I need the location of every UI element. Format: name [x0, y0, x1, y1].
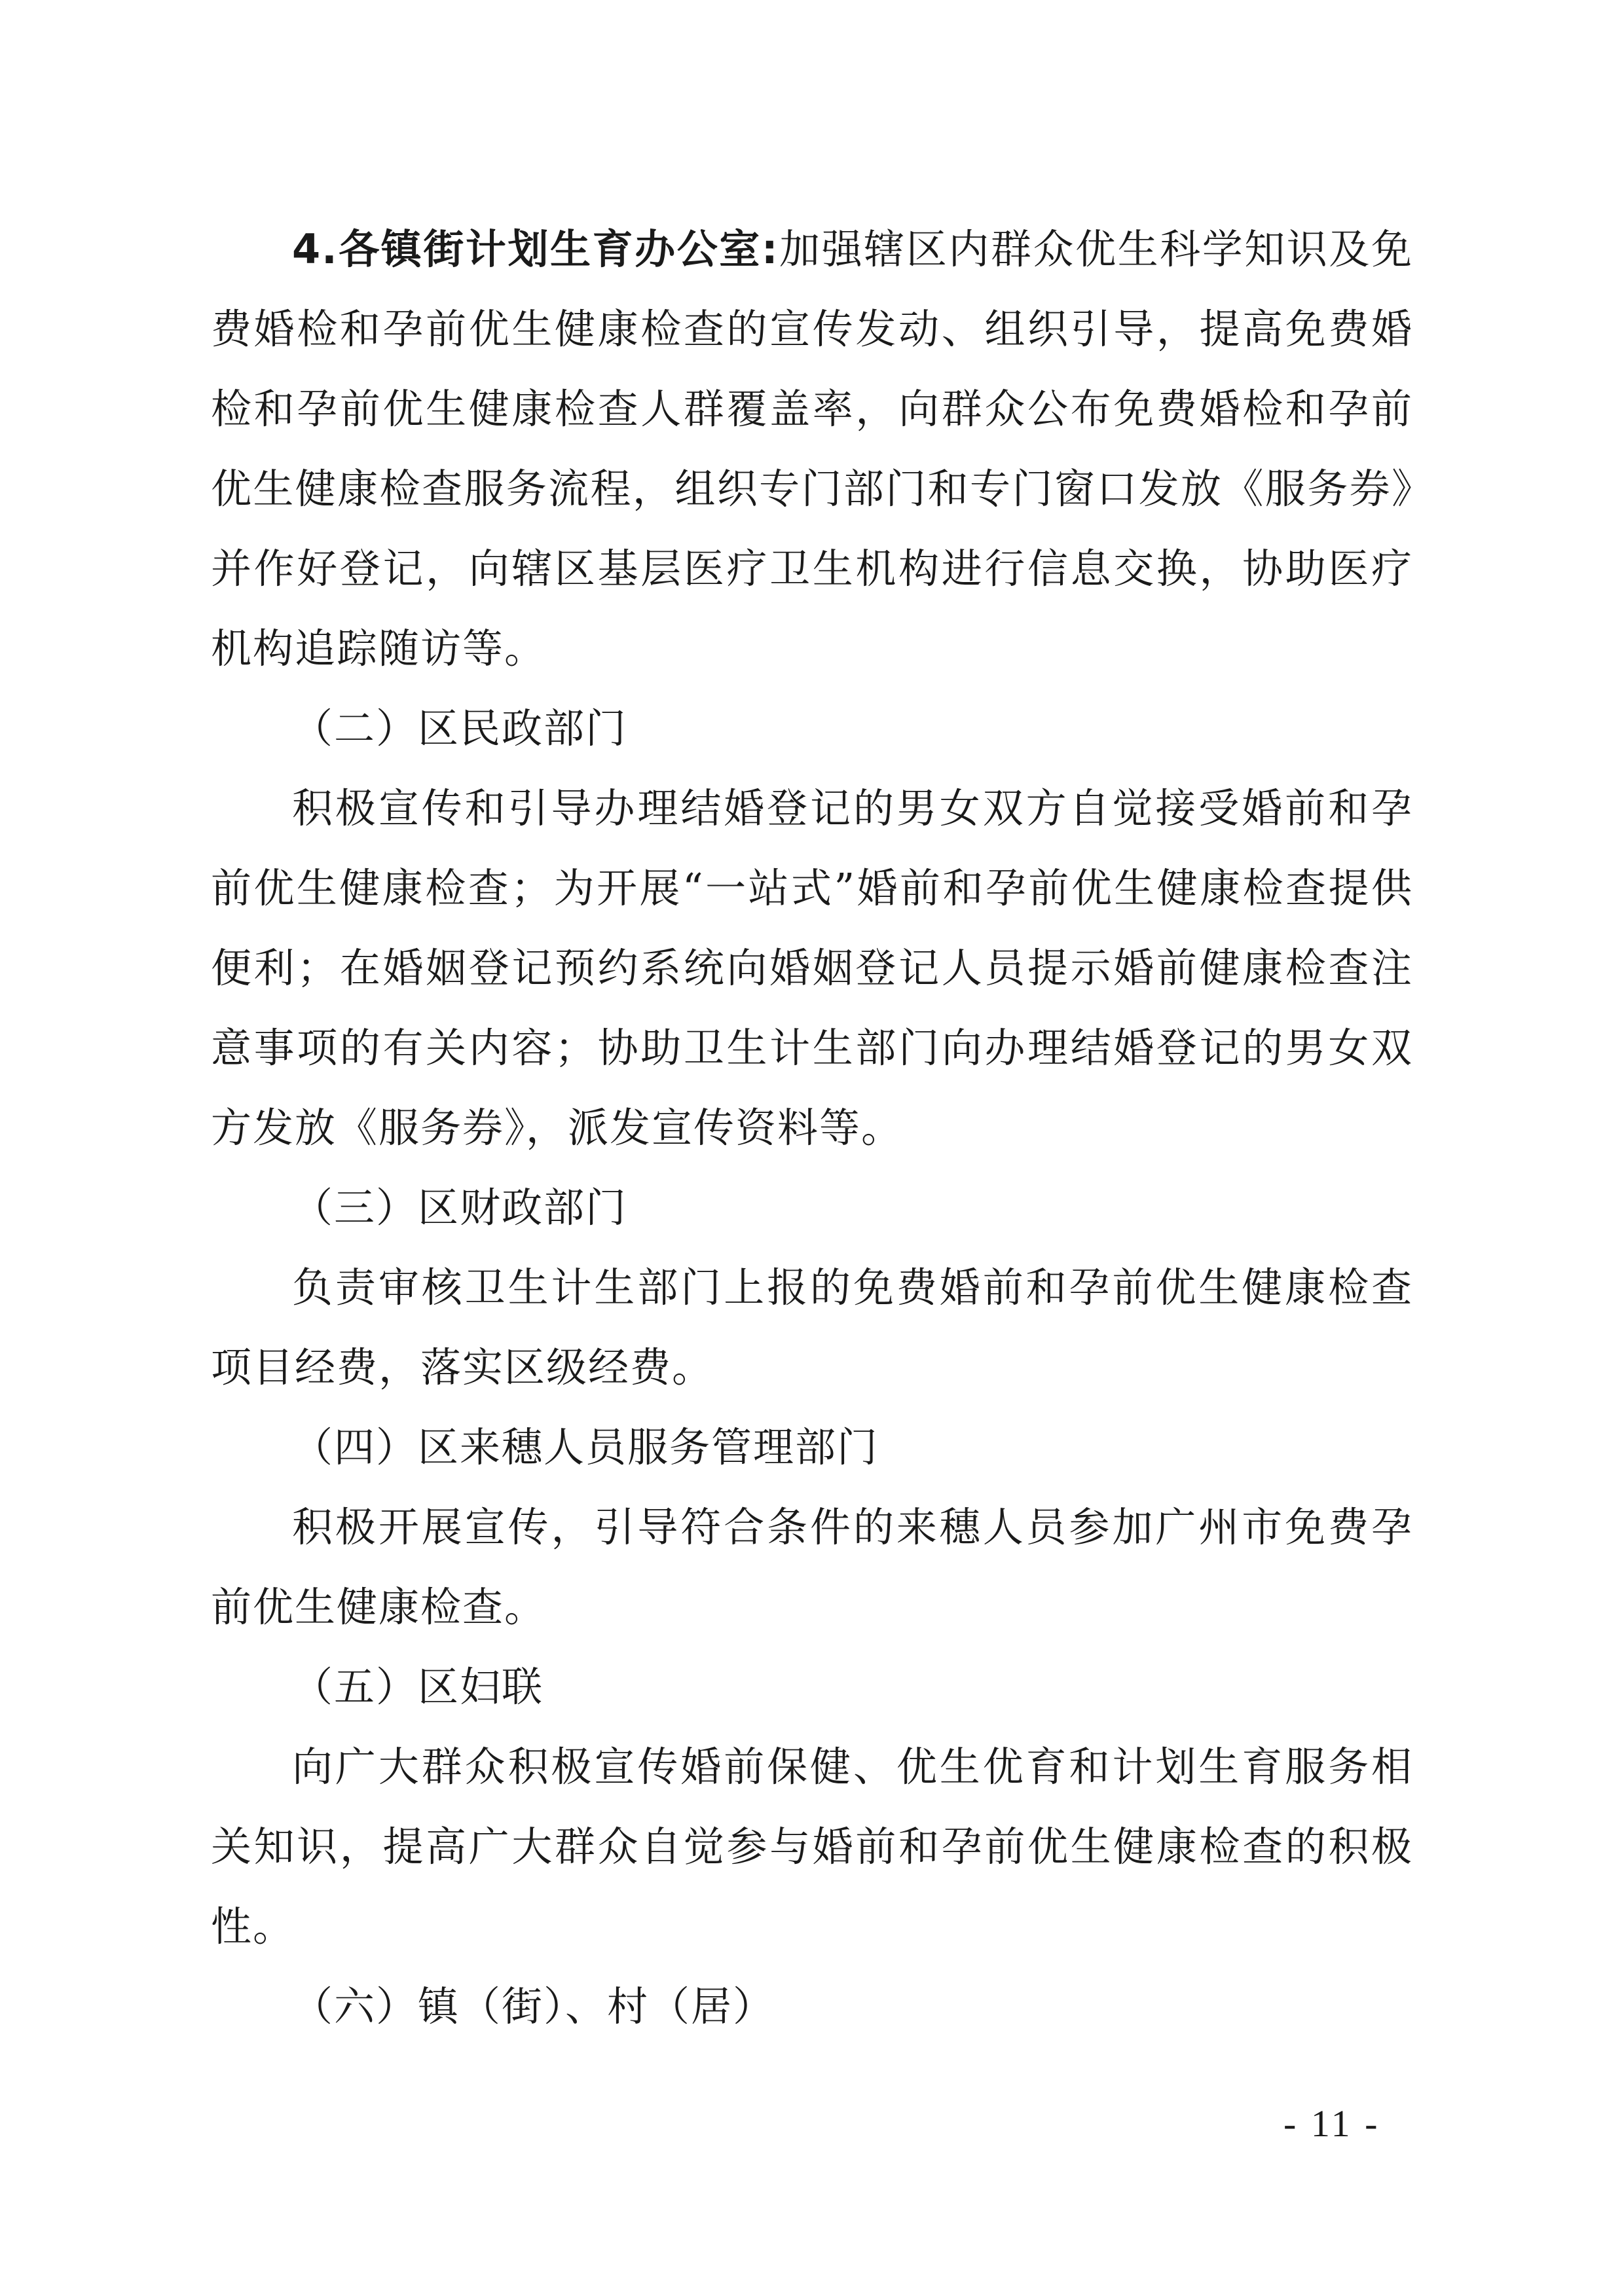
- paragraph-civil-affairs: 积极宣传和引导办理结婚登记的男女双方自觉接受婚前和孕前优生健康检查；为开展“一站式”婚前和孕前优生健康检查提供便利；在婚姻登记预约系统向婚姻登记人员提示婚前健康检查注意事项的有关内容；协助卫生计生部门向办理结婚登记的男女双方发放《服务券》，派发宣传资料等。: [211, 784, 1413, 1152]
- document-body: [211, 210, 1413, 2047]
- section-heading-finance: （三）区财政部门: [292, 1184, 628, 1231]
- paragraph-migrant-services: 积极开展宣传，引导符合条件的来穗人员参加广州市免费孕前优生健康检查。: [211, 1503, 1413, 1631]
- section-heading-civil-affairs: （二）区民政部门: [292, 704, 628, 752]
- paragraph-lead: 4.各镇街计划生育办公室:: [292, 225, 779, 273]
- paragraph-finance: 负责审核卫生计生部门上报的免费婚前和孕前优生健康检查项目经费，落实区级经费。: [211, 1264, 1413, 1391]
- page-number: - 11 -: [1283, 2102, 1380, 2145]
- section-heading-womens-federation: （五）区妇联: [292, 1663, 544, 1711]
- section-heading-towns-villages: （六）镇（街）、村（居）: [292, 1982, 775, 2030]
- paragraph-text: 加强辖区内群众优生科学知识及免费婚检和孕前优生健康检查的宣传发动、组织引导，提高免费婚检和孕前优生健康检查人群覆盖率，向群众公布免费婚检和孕前优生健康检查服务流程，组织专门部门和专门窗口发放《服务券》并作好登记，向辖区基层医疗卫生机构进行信息交换，协助医疗机构追踪随访等。: [211, 225, 1413, 672]
- paragraph-womens-federation: 向广大群众积极宣传婚前保健、优生优育和计划生育服务相关知识，提高广大群众自觉参与婚前和孕前优生健康检查的积极性。: [211, 1743, 1413, 1950]
- paragraph-town-family-planning-office: [211, 210, 1413, 689]
- section-heading-migrant-services: （四）区来穗人员服务管理部门: [292, 1423, 879, 1471]
